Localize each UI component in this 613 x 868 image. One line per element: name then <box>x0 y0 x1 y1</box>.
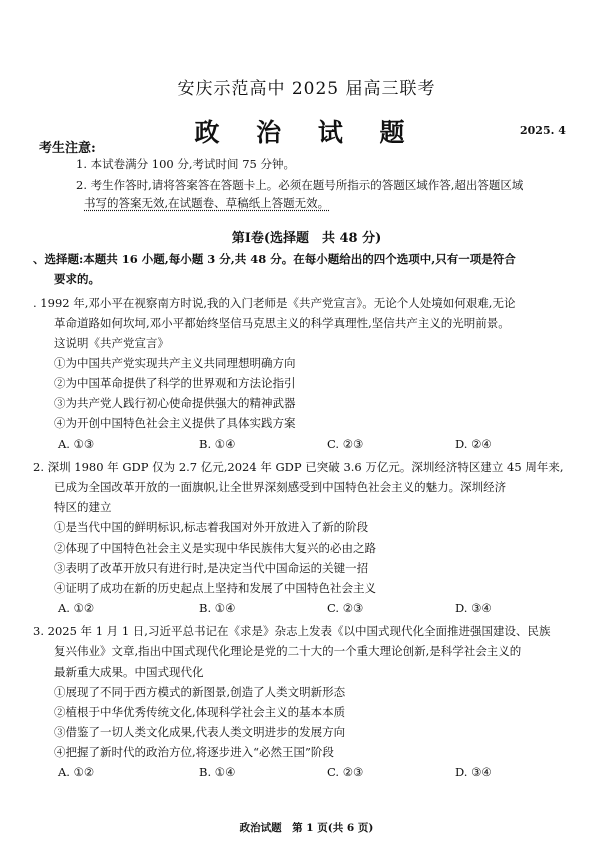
question-2-statement-3: ③表明了改革开放只有进行时,是决定当代中国命运的关键一招 <box>54 561 369 575</box>
question-2-stem-line-1: 2. 深圳 1980 年 GDP 仅为 2.7 亿元,2024 年 GDP 已突破 3.6 万亿元。深圳经济特区建立 45 周年来, <box>33 460 564 474</box>
question-1-stem-line-1: . 1992 年,邓小平在视察南方时说,我的入门老师是《共产党宣言》。无论个人处境如何艰难,无论 <box>33 296 516 310</box>
question-3-option-c: C. ②③ <box>327 765 364 779</box>
question-3-option-b: B. ①④ <box>199 765 236 779</box>
notice-item-1: 1. 本试卷满分 100 分,考试时间 75 分钟。 <box>76 157 295 171</box>
question-3-stem-line-2: 复兴伟业》文章,指出中国式现代化理论是党的二十大的一个重大理论创新,是科学社会主义的 <box>54 644 522 658</box>
section-title: 第Ⅰ卷(选择题 共 48 分) <box>231 231 382 246</box>
question-2-option-a: A. ①② <box>58 601 95 615</box>
exam-date: 2025. 4 <box>520 124 566 137</box>
question-3-statement-4: ④把握了新时代的政治方位,将逐步进入“必然王国”阶段 <box>54 745 334 759</box>
question-2-option-b: B. ①④ <box>199 601 236 615</box>
question-3-stem-line-1: 3. 2025 年 1 月 1 日,习近平总书记在《求是》杂志上发表《以中国式现代化全面推进强国建设、民族 <box>33 624 551 638</box>
question-1-stem-line-2: 革命道路如何坎坷,邓小平都始终坚信马克思主义的科学真理性,坚信共产主义的光明前景。 <box>54 316 510 330</box>
question-3-option-d: D. ③④ <box>455 765 492 779</box>
question-1-statement-3: ③为共产党人践行初心使命提供强大的精神武器 <box>54 396 296 410</box>
question-1-statement-1: ①为中国共产党实现共产主义共同理想明确方向 <box>54 356 296 370</box>
question-3-stem-line-3: 最新重大成果。中国式现代化 <box>54 665 204 679</box>
notice-item-2: 2. 考生作答时,请将答案答在答题卡上。必须在题号所指示的答题区域作答,超出答题区域 <box>76 178 524 192</box>
question-1-option-b: B. ①④ <box>199 437 236 451</box>
question-2-stem-line-2: 已成为全国改革开放的一面旗帜,让全世界深刻感受到中国特色社会主义的魅力。深圳经济 <box>54 480 507 494</box>
question-1-option-a: A. ①③ <box>58 437 95 451</box>
question-2-stem-line-3: 特区的建立 <box>54 500 112 514</box>
question-2-statement-4: ④证明了成功在新的历史起点上坚持和发展了中国特色社会主义 <box>54 581 376 595</box>
question-2-option-d: D. ③④ <box>455 601 492 615</box>
question-1-option-d: D. ②④ <box>455 437 492 451</box>
section-instruction-line-1: 、选择题:本题共 16 小题,每小题 3 分,共 48 分。在每小题给出的四个选项中,只有一项是符合 <box>33 252 516 266</box>
question-2-statement-2: ②体现了中国特色社会主义是实现中华民族伟大复兴的必由之路 <box>54 541 376 555</box>
question-3-statement-2: ②植根于中华优秀传统文化,体现科学社会主义的基本本质 <box>54 705 346 719</box>
question-2-statement-1: ①是当代中国的鲜明标识,标志着我国对外开放进入了新的阶段 <box>54 520 369 534</box>
page-footer: 政治试题 第 1 页(共 6 页) <box>239 822 374 834</box>
question-3-statement-1: ①展现了不同于西方模式的新图景,创造了人类文明新形态 <box>54 685 346 699</box>
question-1-statement-4: ④为开创中国特色社会主义提供了具体实践方案 <box>54 416 296 430</box>
question-3-option-a: A. ①② <box>58 765 95 779</box>
notice-item-3: 书写的答案无效,在试题卷、草稿纸上答题无效。 <box>84 196 330 210</box>
question-1-stem-line-3: 这说明《共产党宣言》 <box>54 336 169 350</box>
notice-heading: 考生注意: <box>39 141 96 156</box>
exam-school-title: 安庆示范高中 2025 届高三联考 <box>177 79 436 99</box>
question-1-option-c: C. ②③ <box>327 437 364 451</box>
exam-subject-title: 政 治 试 题 <box>194 118 419 147</box>
question-3-statement-3: ③借鉴了一切人类文化成果,代表人类文明进步的发展方向 <box>54 725 346 739</box>
question-2-option-c: C. ②③ <box>327 601 364 615</box>
question-1-statement-2: ②为中国革命提供了科学的世界观和方法论指引 <box>54 376 296 390</box>
section-instruction-line-2: 要求的。 <box>54 272 100 286</box>
